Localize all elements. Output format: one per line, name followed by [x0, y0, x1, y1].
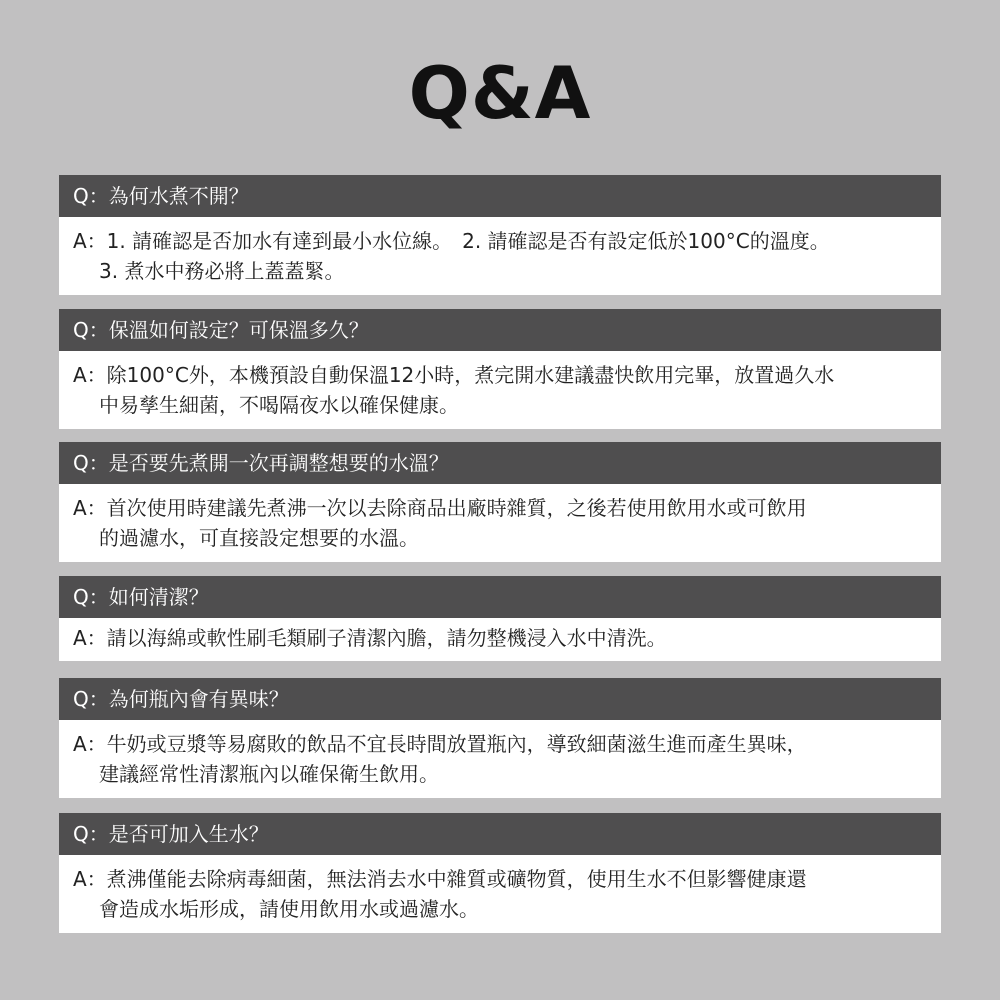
answer-box [59, 484, 941, 562]
page-title: Q&A [408, 51, 592, 135]
answer-box [59, 217, 941, 295]
question-bar: Q：是否要先煮開一次再調整想要的水溫？ [59, 442, 941, 484]
answer-box [59, 855, 941, 933]
question-bar: Q：為何瓶內會有異味？ [59, 678, 941, 720]
answer-line: 3. 煮水中務必將上蓋蓋緊。 [99, 259, 345, 283]
answer-line: A：牛奶或豆漿等易腐敗的飲品不宜長時間放置瓶內，導致細菌滋生進而產生異味， [73, 732, 807, 756]
answer-line: A：1. 請確認是否加水有達到最小水位線。 2. 請確認是否有設定低於100°C的溫度。 [73, 229, 830, 253]
answer-box [59, 720, 941, 798]
question-bar: Q：為何水煮不開？ [59, 175, 941, 217]
answer-line: A：首次使用時建議先煮沸一次以去除商品出廠時雜質，之後若使用飲用水或可飲用 [73, 496, 807, 520]
answer-line: 的過濾水，可直接設定想要的水溫。 [99, 526, 419, 550]
answer-line: A：除100°C外，本機預設自動保溫12小時，煮完開水建議盡快飲用完畢，放置過久水 [73, 363, 835, 387]
question-bar: Q：如何清潔？ [59, 576, 941, 618]
answer-line: A：請以海綿或軟性刷毛類刷子清潔內膽，請勿整機浸入水中清洗。 [73, 626, 667, 650]
question-bar: Q：保溫如何設定？可保溫多久？ [59, 309, 941, 351]
qa-item [59, 678, 941, 798]
answer-line: A：煮沸僅能去除病毒細菌，無法消去水中雜質或礦物質，使用生水不但影響健康還 [73, 867, 807, 891]
answer-line: 建議經常性清潔瓶內以確保衛生飲用。 [99, 762, 439, 786]
question-bar: Q：是否可加入生水？ [59, 813, 941, 855]
answer-box [59, 618, 941, 661]
answer-line: 會造成水垢形成，請使用飲用水或過濾水。 [99, 897, 479, 921]
qa-item [59, 442, 941, 562]
qa-item [59, 576, 941, 661]
qa-item [59, 813, 941, 933]
qa-item [59, 309, 941, 429]
answer-line: 中易孳生細菌，不喝隔夜水以確保健康。 [99, 393, 459, 417]
answer-box [59, 351, 941, 429]
qa-item [59, 175, 941, 295]
